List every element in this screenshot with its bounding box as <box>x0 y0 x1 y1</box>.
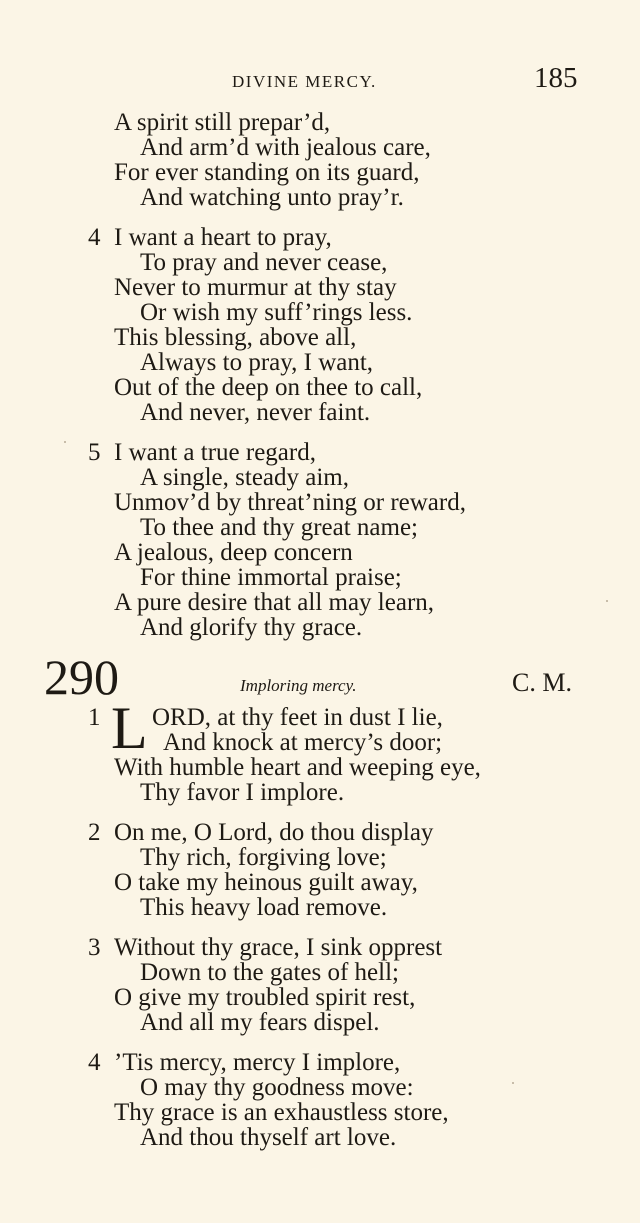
verse-line: This heavy load remove. <box>140 894 388 921</box>
verse-line: Out of the deep on thee to call, <box>114 374 423 401</box>
verse-line: O may thy goodness move: <box>140 1074 414 1101</box>
verse-line: ’Tis mercy, mercy I implore, <box>114 1049 401 1076</box>
drop-cap: L <box>111 695 148 761</box>
page-number: 185 <box>534 62 578 94</box>
verse-line: Unmov’d by threat’ning or reward, <box>114 489 466 516</box>
stanza-number: 3 <box>88 934 101 961</box>
verse-line: A pure desire that all may learn, <box>114 589 435 616</box>
verse-line: I want a heart to pray, <box>114 224 332 251</box>
hymn-number: 290 <box>44 649 119 705</box>
verse-line: ORD, at thy feet in dust I lie, <box>152 704 443 731</box>
verse-line: O give my troubled spirit rest, <box>114 984 416 1011</box>
verse-line: On me, O Lord, do thou display <box>114 819 434 846</box>
verse-line: And arm’d with jealous care, <box>140 134 431 161</box>
verse-line: Thy rich, forgiving love; <box>140 844 387 871</box>
verse-line: Down to the gates of hell; <box>140 959 399 986</box>
verse-line: Always to pray, I want, <box>140 349 374 376</box>
verse-line: To pray and never cease, <box>140 249 388 276</box>
stanza-number: 5 <box>88 439 101 466</box>
verse-line: And watching unto pray’r. <box>140 184 404 211</box>
verse-line: A spirit still prepar’d, <box>114 109 331 136</box>
verse-line: Never to murmur at thy stay <box>114 274 397 301</box>
verse-line: For thine immortal praise; <box>140 564 402 591</box>
verse-line: And never, never faint. <box>140 399 371 426</box>
stanza-number: 4 <box>88 1049 101 1076</box>
verse-line: To thee and thy great name; <box>140 514 419 541</box>
verse-line: A single, steady aim, <box>140 464 349 491</box>
stanza-number: 4 <box>88 224 101 251</box>
verse-line: Thy favor I implore. <box>140 779 345 806</box>
ink-speck <box>512 1082 514 1084</box>
running-head: DIVINE MERCY. <box>232 72 377 91</box>
verse-line: Thy grace is an exhaustless store, <box>114 1099 449 1126</box>
stanza-number: 2 <box>88 819 101 846</box>
verse-line: Or wish my suff’rings less. <box>140 299 413 326</box>
ink-speck <box>606 600 608 602</box>
verse-line: A jealous, deep concern <box>114 539 353 566</box>
verse-line: For ever standing on its guard, <box>114 159 420 186</box>
verse-line: Without thy grace, I sink opprest <box>114 934 443 961</box>
hymn-title: Imploring mercy. <box>240 676 357 695</box>
verse-line: This blessing, above all, <box>114 324 357 351</box>
verse-line: And thou thyself art love. <box>140 1124 397 1151</box>
verse-line: O take my heinous guilt away, <box>114 869 418 896</box>
page-header <box>0 62 640 96</box>
stanza-number: 1 <box>88 704 101 731</box>
ink-speck <box>64 441 66 443</box>
verse-line: And all my fears dispel. <box>140 1009 380 1036</box>
verse-line: And glorify thy grace. <box>140 614 363 641</box>
hymn-meter: C. M. <box>512 668 572 697</box>
verse-line: And knock at mercy’s door; <box>163 729 443 756</box>
verse-line: I want a true regard, <box>114 439 316 466</box>
verse-line: With humble heart and weeping eye, <box>114 754 481 781</box>
